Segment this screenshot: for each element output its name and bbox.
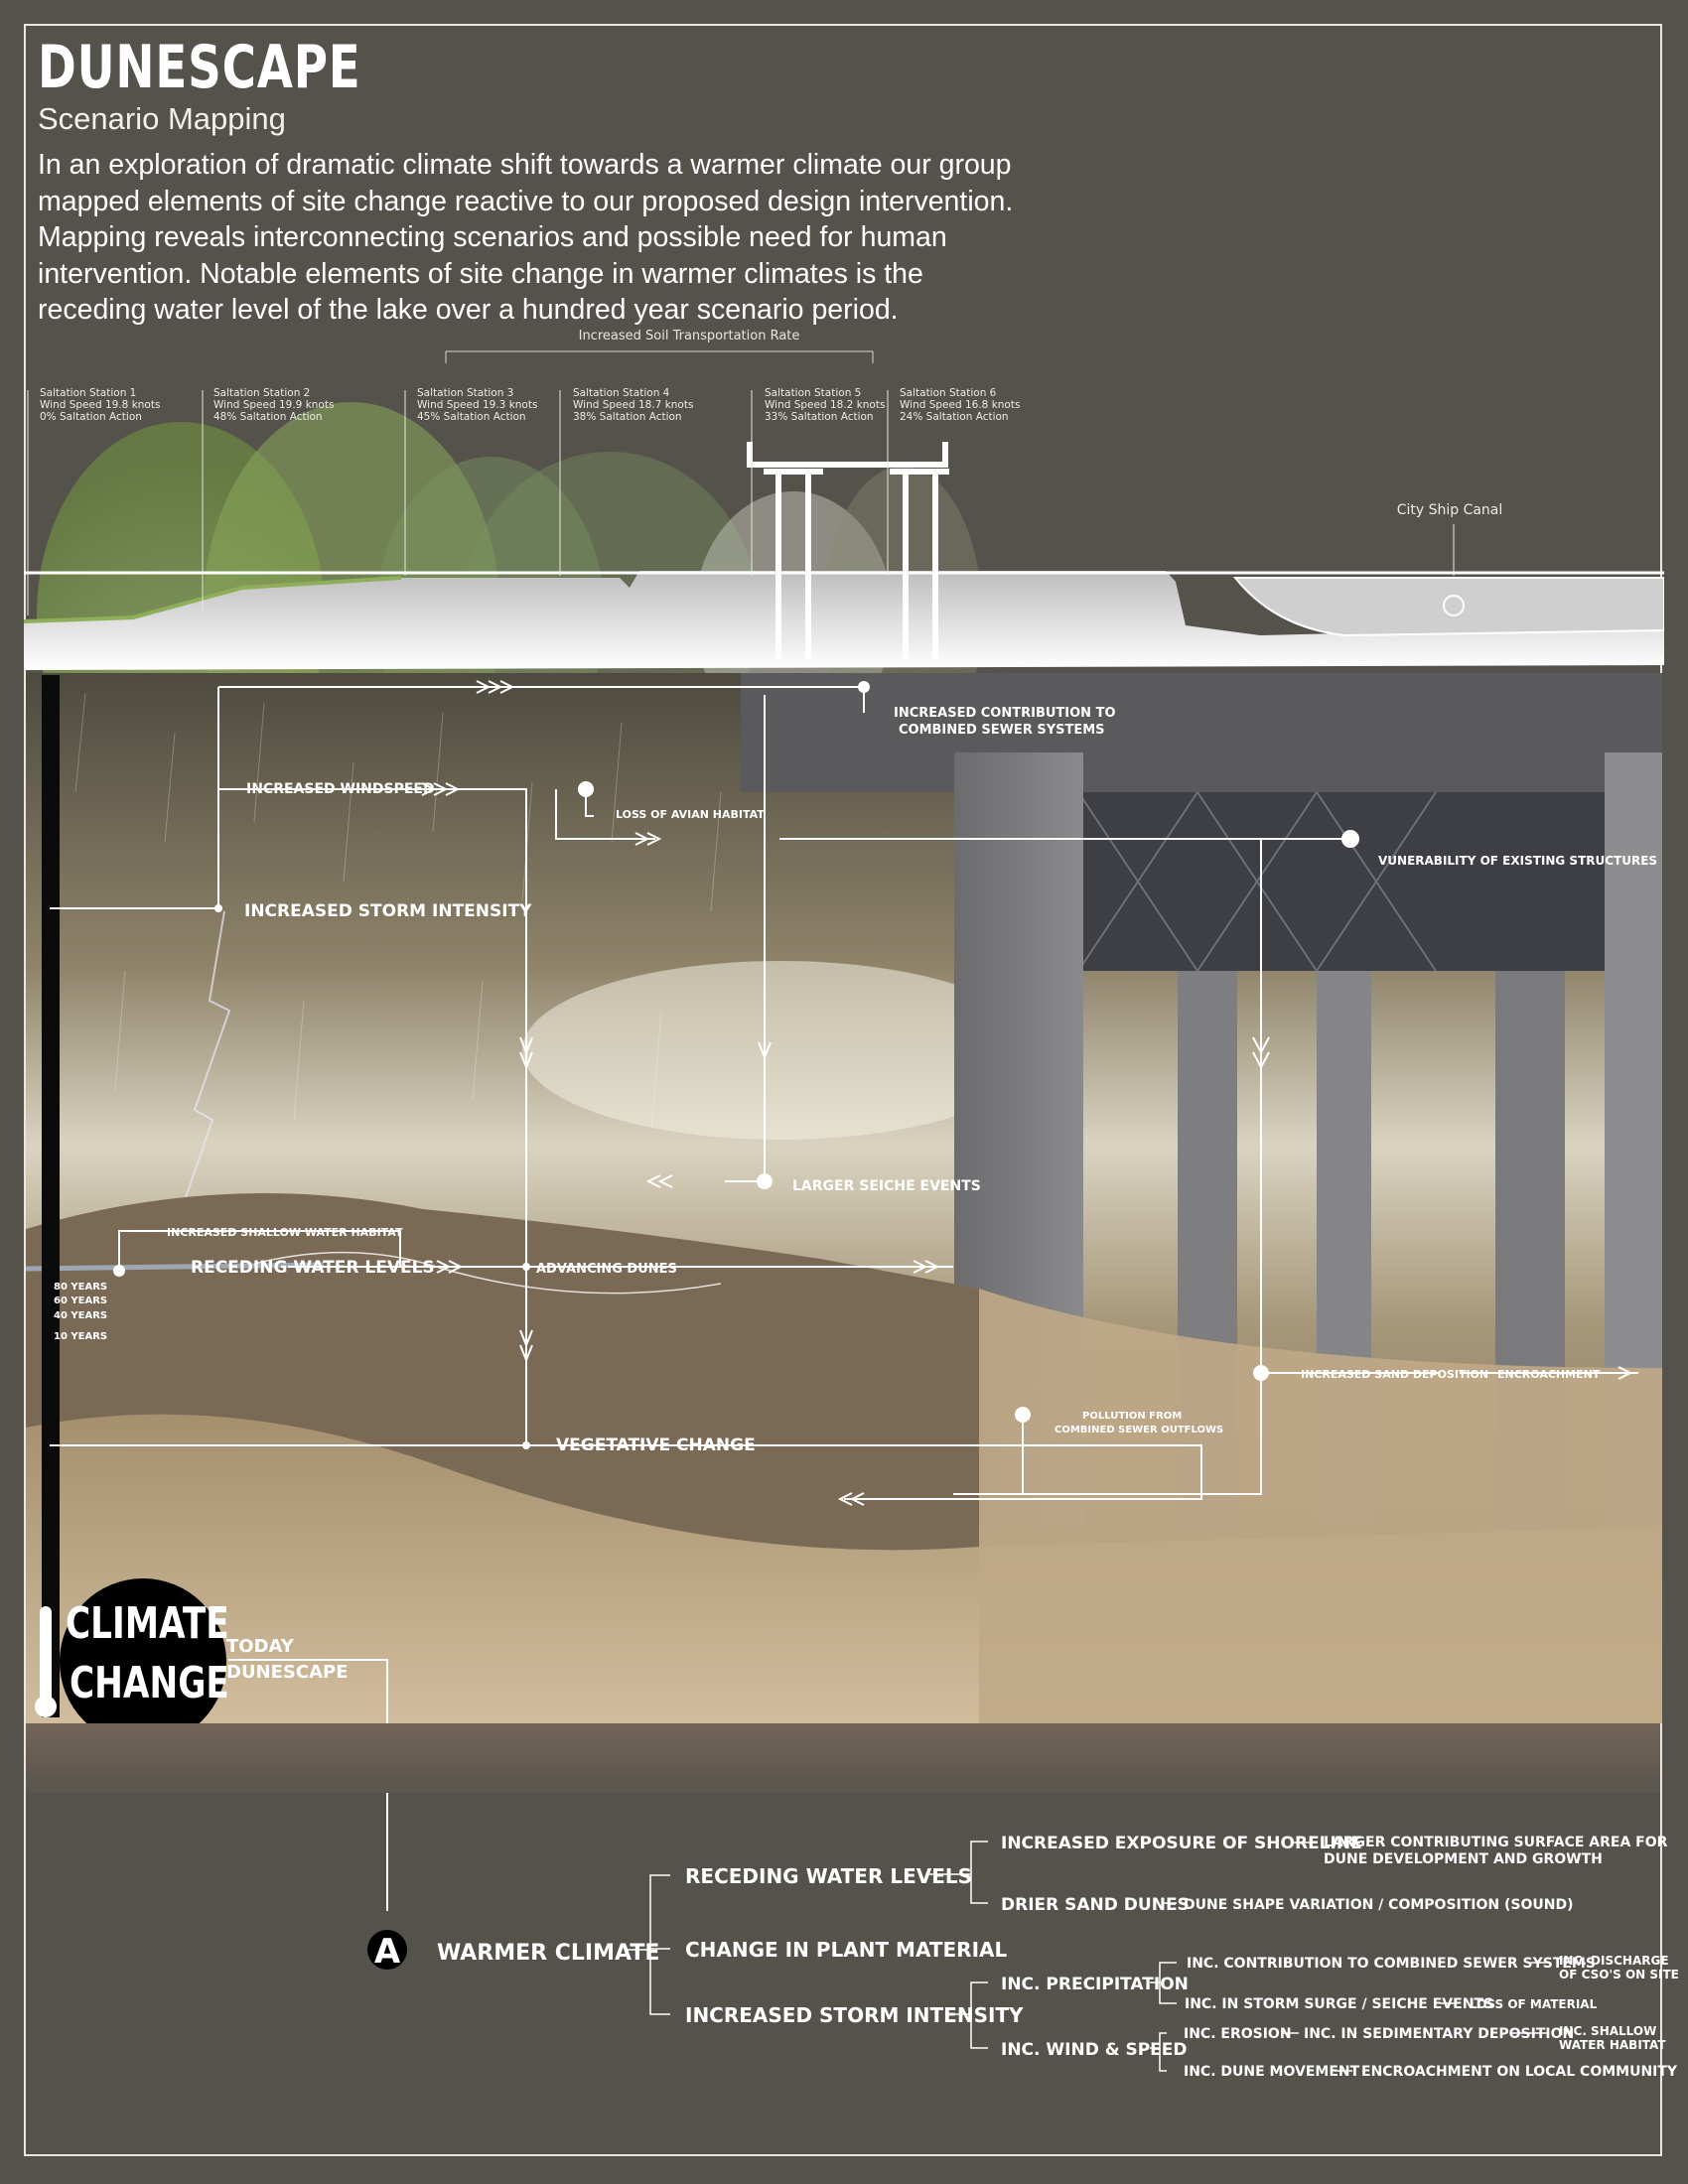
label-combined-sewer-2: COMBINED SEWER SYSTEMS [899,723,1105,738]
station-4-name: Saltation Station 4 [573,387,670,399]
station-6-wind: Wind Speed 16.8 knots [900,399,1021,411]
tree-drier: DRIER SAND DUNES [1001,1895,1190,1915]
tree-precip-b-result: LOSS OF MATERIAL [1470,1997,1598,2011]
tree-branch-receding: RECEDING WATER LEVELS [685,1864,973,1888]
tree-precip: INC. PRECIPITATION [1001,1975,1189,1994]
flow-arrows [422,681,1630,1505]
tree-exposure: INCREASED EXPOSURE OF SHORELINE [1001,1834,1362,1853]
tree-wind-a: INC. EROSION [1184,2026,1292,2042]
tree-branch-plant: CHANGE IN PLANT MATERIAL [685,1938,1008,1962]
label-year-40: 40 YEARS [54,1310,108,1321]
label-advancing: ADVANCING DUNES [536,1262,677,1277]
label-year-80: 80 YEARS [54,1282,108,1293]
station-1-name: Saltation Station 1 [40,387,137,399]
station-3-name: Saltation Station 3 [417,387,514,399]
label-year-60: 60 YEARS [54,1296,108,1306]
label-receding: RECEDING WATER LEVELS [191,1258,435,1278]
station-4-action: 38% Saltation Action [573,411,682,423]
station-6-name: Saltation Station 6 [900,387,997,399]
label-sand-deposition: INCREASED SAND DEPOSITION [1301,1368,1489,1381]
page-subtitle: Scenario Mapping [38,101,286,136]
city-ship-canal-label: City Ship Canal [1396,502,1503,518]
label-year-10: 10 YEARS [54,1331,108,1342]
tree-wind-b: INC. DUNE MOVEMENT [1184,2064,1360,2080]
tree-precip-a-result-2: OF CSO'S ON SITE [1559,1968,1679,1981]
tree-wind: INC. WIND & SPEED [1001,2040,1188,2060]
label-vegetative: VEGETATIVE CHANGE [556,1435,756,1455]
station-3-wind: Wind Speed 19.3 knots [417,399,538,411]
station-5-wind: Wind Speed 18.2 knots [765,399,886,411]
station-2-wind: Wind Speed 19.9 knots [213,399,335,411]
station-5-name: Saltation Station 5 [765,387,862,399]
today-label: TODAY [226,1636,294,1657]
label-vulnerability: VUNERABILITY OF EXISTING STRUCTURES [1378,854,1658,868]
label-shallow: INCREASED SHALLOW WATER HABITAT [167,1226,403,1239]
station-5-action: 33% Saltation Action [765,411,874,423]
label-combined-sewer-1: INCREASED CONTRIBUTION TO [894,706,1116,721]
station-4-wind: Wind Speed 18.7 knots [573,399,694,411]
label-encroachment: ENCROACHMENT [1497,1368,1601,1381]
page-title: DUNESCAPE [38,33,361,102]
tree-wind-a2: INC. IN SEDIMENTARY DEPOSITION [1304,2026,1575,2042]
label-pollution-2: COMBINED SEWER OUTFLOWS [1055,1425,1224,1435]
thermometer-bulb [35,1696,57,1717]
climate-tree-diagram [0,1767,1688,2095]
label-avian: LOSS OF AVIAN HABITAT [616,808,765,821]
station-1-wind: Wind Speed 19.8 knots [40,399,161,411]
climate-label: CLIMATE [66,1598,229,1649]
soil-transport-label: Increased Soil Transportation Rate [578,329,800,343]
tree-drier-result: DUNE SHAPE VARIATION / COMPOSITION (SOUND) [1184,1897,1574,1913]
dunescape-label: DUNESCAPE [226,1662,349,1683]
station-1-action: 0% Saltation Action [40,411,142,423]
tree-wind-b-result: ENCROACHMENT ON LOCAL COMMUNITY [1361,2064,1678,2080]
tree-exposure-result-2: DUNE DEVELOPMENT AND GROWTH [1324,1851,1603,1867]
tree-exposure-result-1: LARGER CONTRIBUTING SURFACE AREA FOR [1324,1835,1668,1850]
tree-wind-a-result-2: WATER HABITAT [1559,2038,1666,2052]
label-windspeed: INCREASED WINDSPEED [246,781,435,797]
tree-root: WARMER CLIMATE [437,1941,660,1966]
station-2-name: Saltation Station 2 [213,387,311,399]
label-seiche: LARGER SEICHE EVENTS [792,1178,981,1194]
intro-paragraph: In an exploration of dramatic climate shift towards a warmer climate our group mapped elements of site change reactive to our proposed design intervention. Mapping reveals interconnecting scenarios and possible need for human intervention. Notable elements of site change in warmer climates is the receding water level of the lake over a hundred year scenario period. [38,149,1014,326]
change-label: CHANGE [70,1658,229,1708]
tree-precip-a: INC. CONTRIBUTION TO COMBINED SEWER SYSTEMS [1187,1956,1596,1972]
tree-branch-storm: INCREASED STORM INTENSITY [685,2003,1024,2027]
label-pollution-1: POLLUTION FROM [1082,1411,1183,1422]
category-a-letter: A [373,1932,401,1972]
tree-precip-b: INC. IN STORM SURGE / SEICHE EVENTS [1185,1996,1494,2012]
label-storm: INCREASED STORM INTENSITY [244,901,532,921]
station-2-action: 48% Saltation Action [213,411,323,423]
tree-precip-a-result-1: INC. DISCHARGE [1559,1954,1669,1968]
station-3-action: 45% Saltation Action [417,411,526,423]
station-6-action: 24% Saltation Action [900,411,1009,423]
tree-wind-a-result-1: INC. SHALLOW [1559,2024,1657,2038]
